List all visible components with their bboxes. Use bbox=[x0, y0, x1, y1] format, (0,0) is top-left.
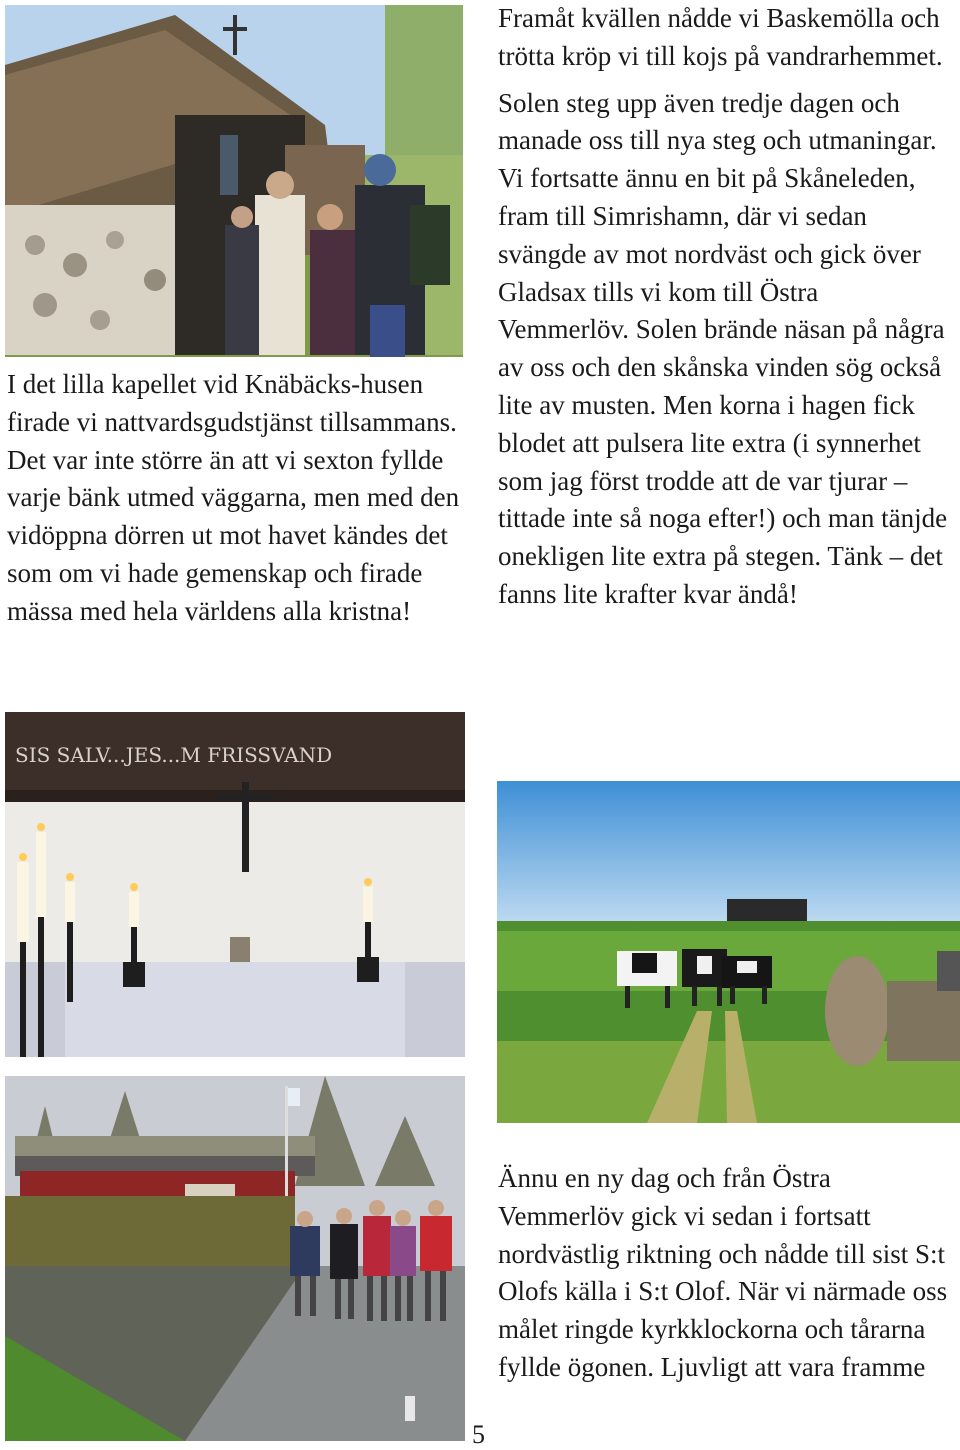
hostel-photo bbox=[5, 1076, 465, 1441]
st-olof-paragraph: Ännu en ny dag och från Östra Vemmerlöv gick vi sedan i fortsatt nordvästlig riktning och nådde till sist S:t Olofs källa i S:t Olof. När vi närmade oss målet ringde kyrkklockorna och tårarna fyllde ögonen. Ljuvligt att vara framme bbox=[498, 1163, 948, 1382]
chapel-photo-icon bbox=[5, 5, 463, 357]
altar-inscription: SIS SALV...JES...M FRISSVAND bbox=[15, 743, 333, 767]
chapel-exterior-photo bbox=[5, 5, 463, 357]
cows-photo-icon bbox=[497, 781, 960, 1123]
hostel-photo-icon bbox=[5, 1076, 465, 1441]
third-day-paragraph: Solen steg upp även tredje dagen och manade oss till nya steg och utmaningar. Vi fortsatte ännu en bit på Skåneleden, fram till Simrishamn, där vi sedan svängde av mot nordväst och gick över Gladsax tills vi kom till Östra Vemmerlöv. Solen brände näsan på några av oss och den skånska vinden sög också lite av musten. Men korna i hagen fick blodet att pulsera lite extra (i synnerhet som jag först trodde att de var tjurar – tittade inte så noga efter!) och man tänjde onekligen lite extra på stegen. Tänk – det fanns lite krafter kvar ändå! bbox=[498, 87, 948, 609]
altar-photo bbox=[5, 712, 465, 1057]
right-column-top-text bbox=[498, 0, 953, 614]
altar-candles-icon bbox=[5, 712, 465, 1057]
right-column-bottom-text bbox=[498, 1160, 953, 1387]
baskemolla-paragraph: Framåt kvällen nådde vi Baskemölla och trötta kröp vi till kojs på vandrarhemmet. bbox=[498, 3, 943, 71]
chapel-caption-paragraph: I det lilla kapellet vid Knäbäcks-husen firade vi nattvardsgudstjänst tillsammans. Det var inte större än att vi sexton fyllde varje bänk utmed väggarna, men med den vidöppna dörren ut mot havet kändes det som om vi hade gemenskap och firade mässa med hela världens alla kristna! bbox=[7, 369, 460, 626]
cows-field-photo bbox=[497, 781, 960, 1123]
chapel-caption bbox=[7, 366, 467, 631]
page-number: 5 bbox=[472, 1420, 485, 1449]
